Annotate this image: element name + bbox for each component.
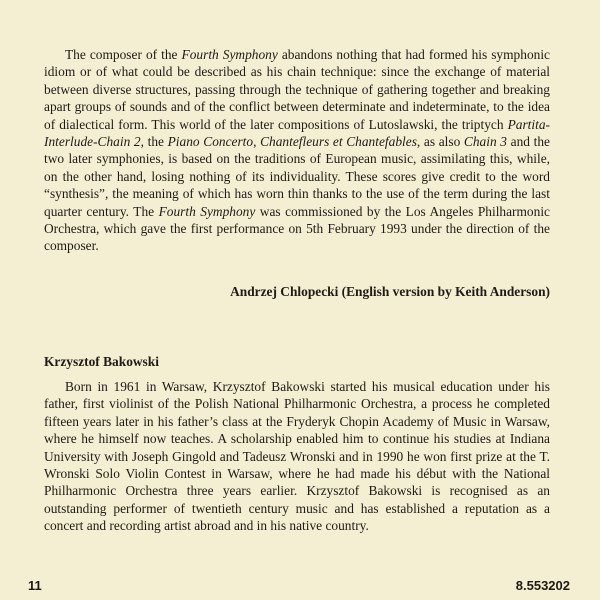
essay-text-run: was commissioned by the Los Angeles Philharmonic Orchestra, which gave the first performance on 5th February 1993 under the direction of the composer. (44, 203, 550, 254)
work-title: Fourth Symphony (158, 203, 256, 219)
work-title: Fourth Symphony (181, 47, 278, 62)
essay-text-run: , (253, 134, 261, 150)
catalog-number: 8.553202 (515, 578, 570, 593)
essay-paragraph (44, 46, 550, 255)
work-title: Chain 3 (463, 134, 508, 150)
page-number: 11 (28, 578, 42, 593)
essay-text-run: The composer of the (65, 47, 182, 62)
biography-paragraph: Born in 1961 in Warsaw, Krzysztof Bakowski started his musical education under his father, first violinist of the Polish National Philharmonic Orchestra, a process he completed fifteen years later in his father’s class at the Fryderyk Chopin Academy of Music in Warsaw, where he himself now teaches. A scholarship enabled him to continue his studies at Indiana University with Joseph Gingold and Tadeusz Wronski and in 1990 he won first prize at the T. Wronski Solo Violin Contest in Warsaw, where he had made his début with the National Philharmonic Orchestra three years earlier. Krzysztof Bakowski is recognised as an outstanding performer of twentieth century music and has established a reputation as a concert and recording artist abroad and in his native country. (44, 379, 550, 534)
work-title: Chantefleurs et Chantefables (260, 134, 417, 150)
essay-text-run: abandons nothing that had formed his symphonic idiom or of what could be described as his chain technique: since the exchange of material between diverse structures, passing through the technique of gathering together and breaking apart groups of sounds and of the conflict between determinate and indeterminate, to the idea of dialectical form. This world of the later compositions of Lutoslawski, the triptych (44, 47, 550, 132)
essay-text-run: , as also (416, 134, 464, 150)
essay-text-run: and the two later symphonies, is based on the traditions of European music, assimilating this, while, on the other hand, losing nothing of its individuality. These scores give credit to the word “synthesis”, the meaning of which has worn thin thanks to the use of the term during the last quarter century. The (44, 134, 551, 219)
work-title: Piano Concerto (167, 134, 254, 150)
essay-text-run: , the (140, 134, 168, 150)
biography-heading: Krzysztof Bakowski (44, 354, 159, 369)
author-signature: Andrzej Chlopecki (English version by Keith Anderson) (230, 284, 550, 299)
work-title: Partita-Interlude-Chain 2 (44, 116, 550, 150)
